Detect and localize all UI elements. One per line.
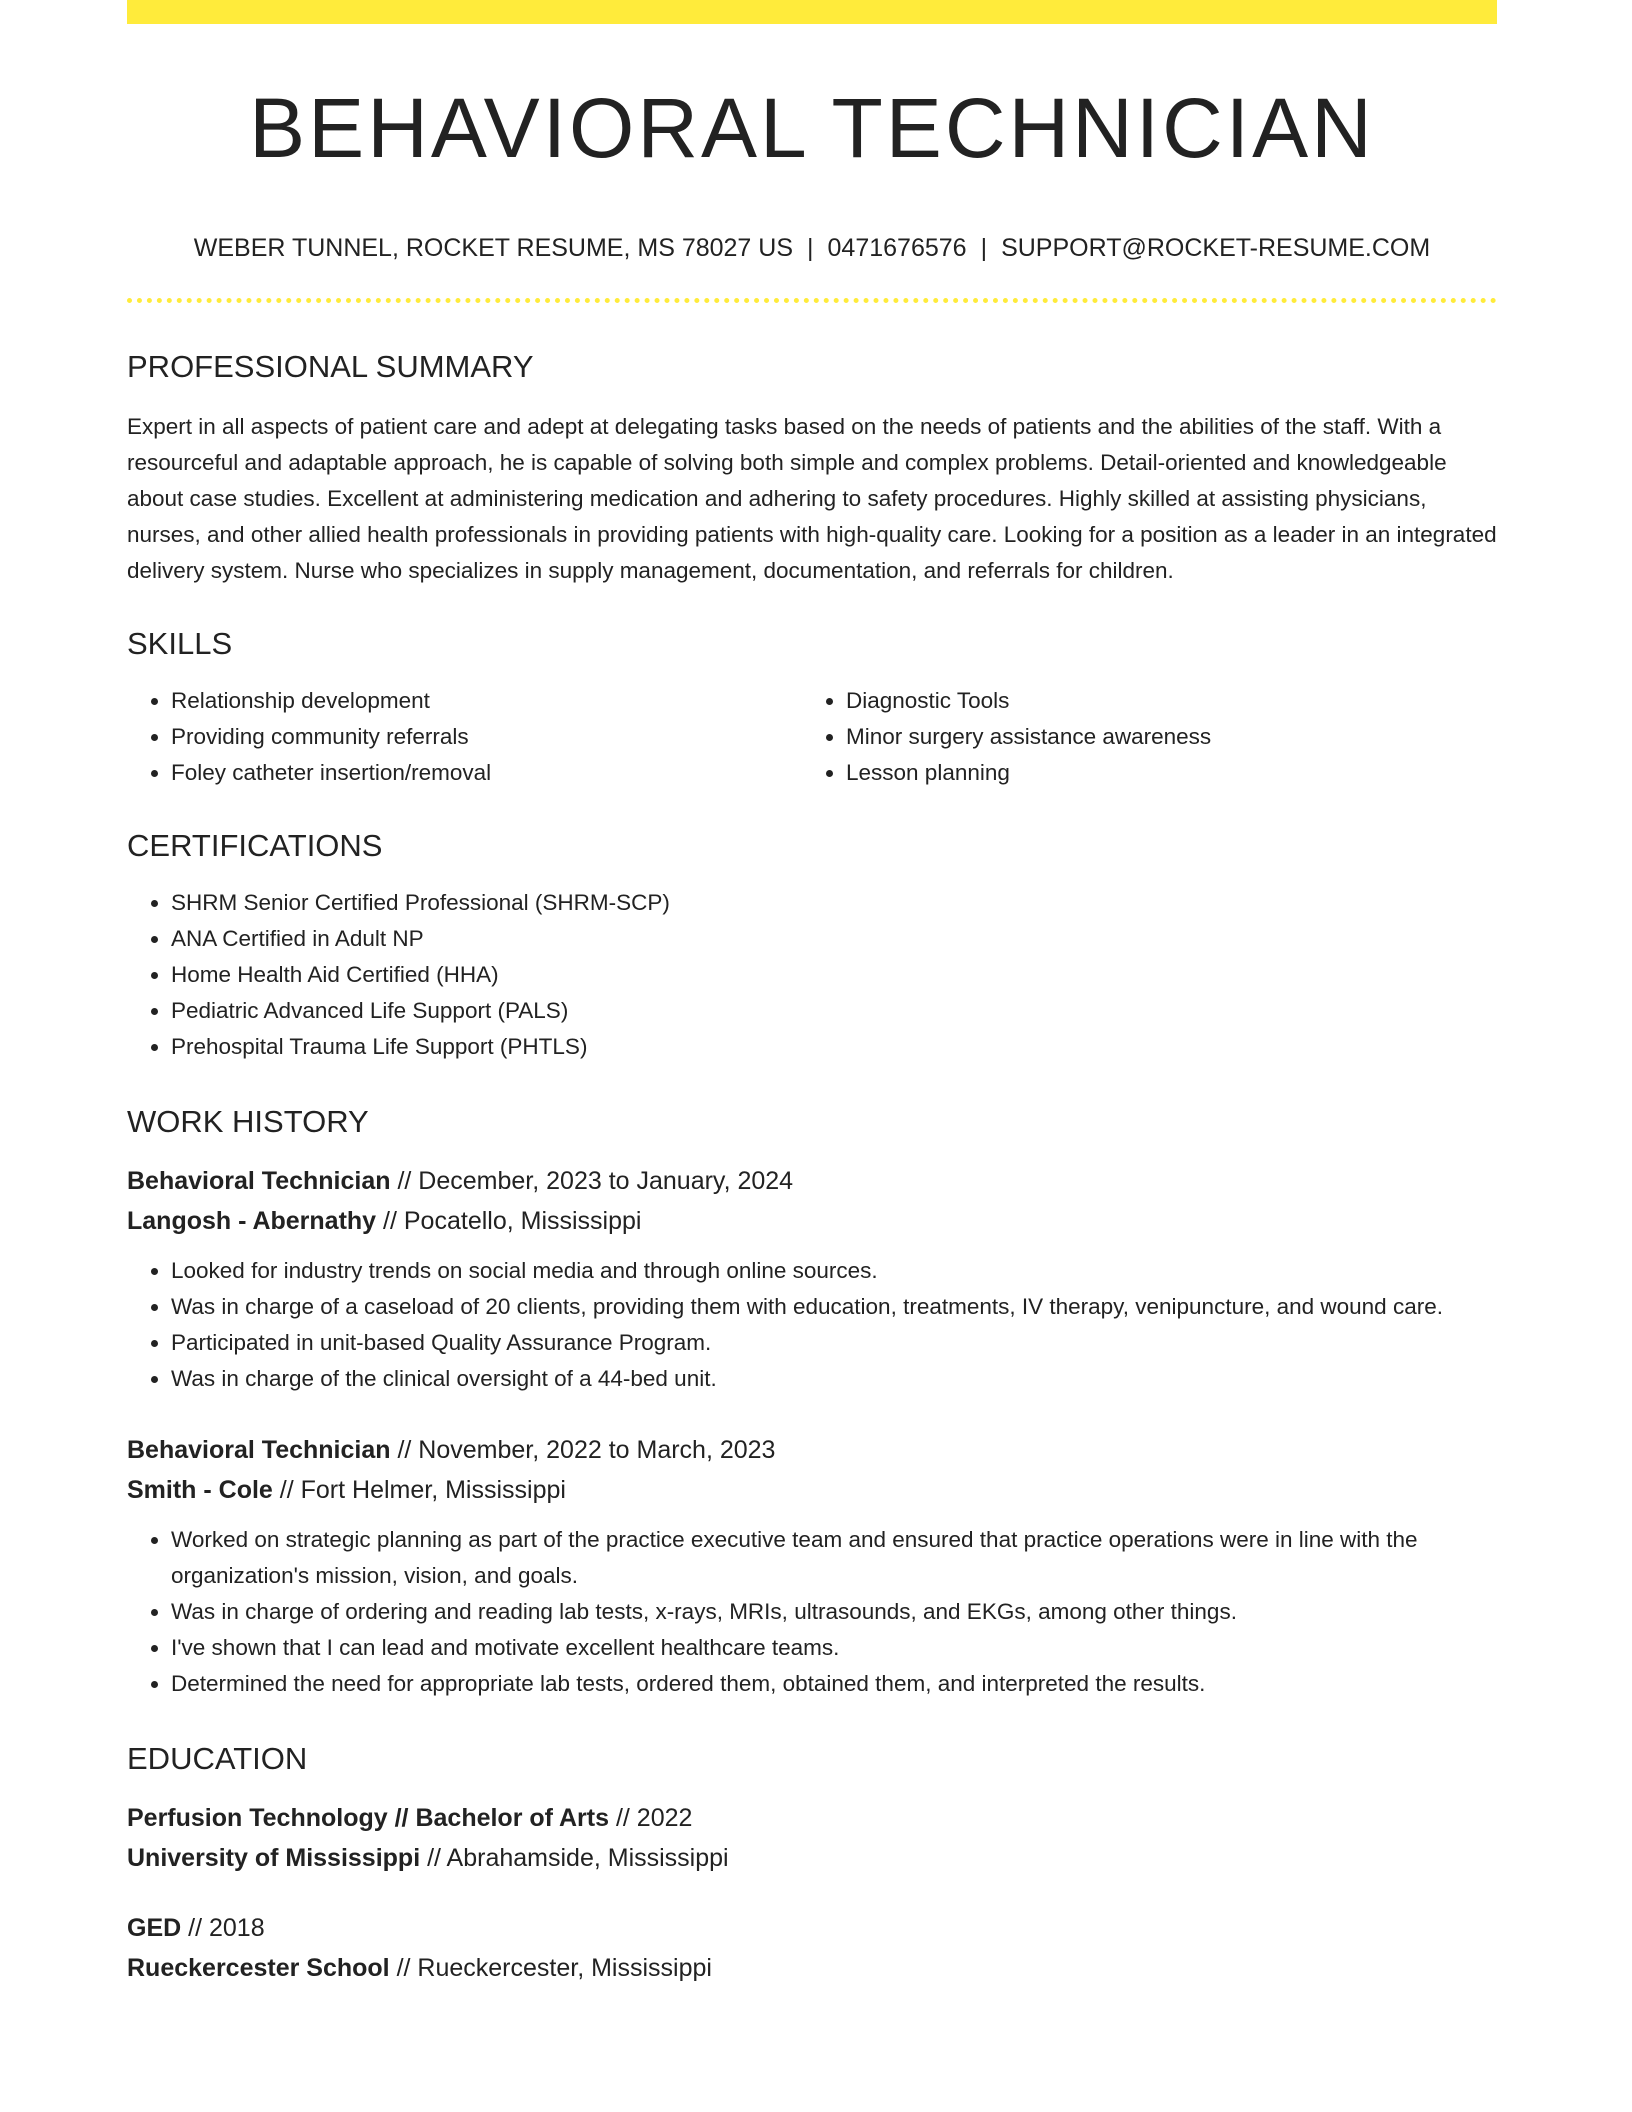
certification-item: • ANA Certified in Adult NP	[171, 921, 1497, 957]
job-entry	[127, 1430, 1497, 1702]
certification-item: • Home Health Aid Certified (HHA)	[171, 957, 1497, 993]
education-school-line	[127, 1948, 1497, 1988]
job-bullet: • Was in charge of a caseload of 20 clients, providing them with education, treatments, IV therapy, venipuncture, and wound care.	[171, 1289, 1497, 1325]
skills-list	[127, 683, 1497, 791]
contact-address: WEBER TUNNEL, ROCKET RESUME, MS 78027 US	[193, 234, 794, 262]
education-degree: GED	[127, 1914, 182, 1942]
job-dates: // November, 2022 to March, 2023	[397, 1436, 776, 1464]
education-school: Rueckercester School	[127, 1954, 390, 1982]
education-school: University of Mississippi	[127, 1844, 421, 1872]
summary-heading: PROFESSIONAL SUMMARY	[127, 349, 534, 384]
work-history-heading: WORK HISTORY	[127, 1104, 369, 1139]
job-company: Langosh - Abernathy	[127, 1207, 377, 1235]
job-bullets	[127, 1253, 1497, 1397]
contact-email[interactable]: SUPPORT@ROCKET-RESUME.COM	[1001, 234, 1431, 262]
education-heading: EDUCATION	[127, 1741, 308, 1776]
job-bullets	[127, 1522, 1497, 1702]
education-year: // 2018	[188, 1914, 265, 1942]
job-bullet: • Was in charge of ordering and reading lab tests, x-rays, MRIs, ultrasounds, and EKGs, among other things.	[171, 1594, 1497, 1630]
contact-separator: |	[807, 234, 814, 262]
education-school-line	[127, 1838, 1497, 1878]
job-company: Smith - Cole	[127, 1476, 273, 1504]
skill-item: • Providing community referrals	[171, 719, 802, 755]
job-entry	[127, 1161, 1497, 1397]
skills-column-right	[802, 683, 1477, 791]
job-bullet: • Worked on strategic planning as part of the practice executive team and ensured that practice operations were in line with the organization's mission, vision, and goals.	[171, 1522, 1497, 1594]
certification-item: • SHRM Senior Certified Professional (SHRM-SCP)	[171, 885, 1497, 921]
certification-item: • Pediatric Advanced Life Support (PALS)	[171, 993, 1497, 1029]
dotted-divider	[127, 298, 1497, 303]
education-year: // 2022	[615, 1804, 693, 1832]
resume-page	[127, 0, 1497, 1988]
certifications-list	[127, 885, 1497, 1065]
education-degree: Perfusion Technology // Bachelor of Arts	[127, 1804, 610, 1832]
job-role: Behavioral Technician	[127, 1167, 391, 1195]
resume-name: BEHAVIORAL TECHNICIAN	[249, 81, 1375, 175]
job-dates: // December, 2023 to January, 2024	[397, 1167, 794, 1195]
education-location: // Rueckercester, Mississippi	[396, 1954, 712, 1982]
skill-item: • Relationship development	[171, 683, 802, 719]
job-location: // Fort Helmer, Mississippi	[279, 1476, 566, 1504]
job-company-line	[127, 1470, 1497, 1510]
summary-text: Expert in all aspects of patient care and adept at delegating tasks based on the needs of patients and the abilities of the staff. With a resourceful and adaptable approach, he is capable of solving both simple and complex problems. Detail-oriented and knowledgeable about case studies. Excellent at administering medication and adhering to safety procedures. Highly skilled at assisting physicians, nurses, and other allied health professionals in providing patients with high-quality care. Looking for a position as a leader in an integrated delivery system. Nurse who specializes in supply management, documentation, and referrals for children.	[127, 414, 1497, 583]
job-title-line	[127, 1430, 1497, 1470]
job-bullet: • Participated in unit-based Quality Assurance Program.	[171, 1325, 1497, 1361]
education-entry	[127, 1798, 1497, 1878]
skills-column-left	[127, 683, 802, 791]
education-entry	[127, 1908, 1497, 1988]
education-degree-line	[127, 1908, 1497, 1948]
contact-phone: 0471676576	[827, 234, 967, 262]
contact-separator: |	[980, 234, 988, 262]
skills-heading: SKILLS	[127, 626, 233, 661]
job-bullet: • Looked for industry trends on social media and through online sources.	[171, 1253, 1497, 1289]
job-role: Behavioral Technician	[127, 1436, 391, 1464]
accent-top-bar	[127, 0, 1497, 24]
job-company-line	[127, 1201, 1497, 1241]
job-bullet: • Determined the need for appropriate lab tests, ordered them, obtained them, and interpreted the results.	[171, 1666, 1497, 1702]
job-bullet: • Was in charge of the clinical oversight of a 44-bed unit.	[171, 1361, 1497, 1397]
job-location: // Pocatello, Mississippi	[383, 1207, 642, 1235]
skill-item: • Lesson planning	[846, 755, 1477, 791]
certifications-heading: CERTIFICATIONS	[127, 828, 383, 863]
job-bullet: • I've shown that I can lead and motivate excellent healthcare teams.	[171, 1630, 1497, 1666]
skill-item: • Diagnostic Tools	[846, 683, 1477, 719]
job-title-line	[127, 1161, 1497, 1201]
skill-item: • Foley catheter insertion/removal	[171, 755, 802, 791]
contact-line	[127, 236, 1497, 261]
skill-item: • Minor surgery assistance awareness	[846, 719, 1477, 755]
education-location: // Abrahamside, Mississippi	[427, 1844, 729, 1872]
certification-item: • Prehospital Trauma Life Support (PHTLS)	[171, 1029, 1497, 1065]
education-degree-line	[127, 1798, 1497, 1838]
